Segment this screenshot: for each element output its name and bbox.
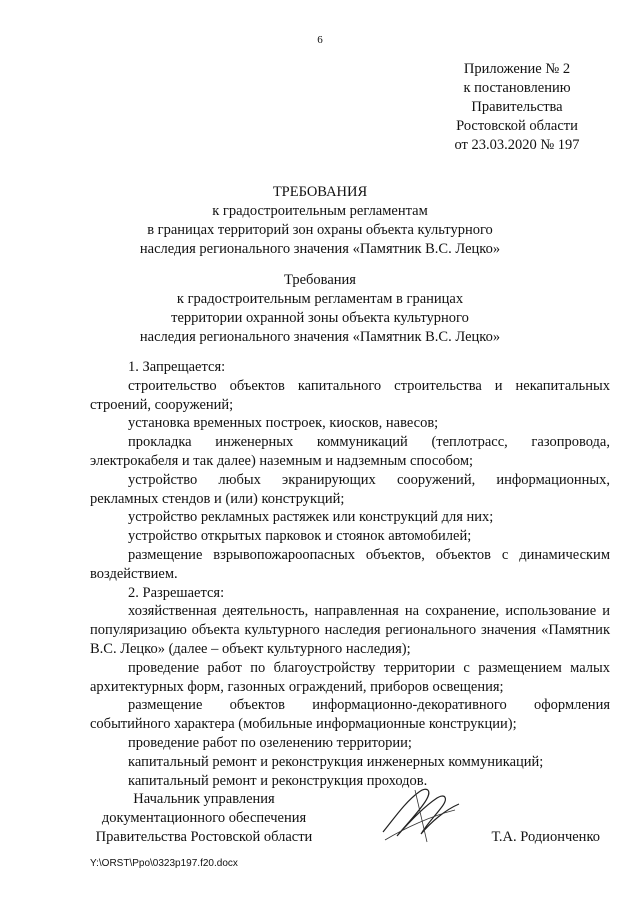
paragraph: размещение взрывопожароопасных объектов, объектов с динамическим воздействием.	[90, 546, 610, 582]
appendix-line: Приложение № 2	[463, 61, 571, 77]
appendix-line: от 23.03.2020 № 197	[454, 137, 580, 153]
title-line: наследия регионального значения «Памятник В.С. Лецко»	[139, 241, 501, 257]
appendix-line: Правительства	[471, 99, 563, 115]
paragraph: строительство объектов капитального строительства и некапитальных строений, сооружений;	[90, 377, 610, 413]
document-body	[90, 358, 610, 790]
title-line: наследия регионального значения «Памятник В.С. Лецко»	[139, 329, 501, 345]
paragraph: 1. Запрещается:	[128, 359, 226, 375]
paragraph: проведение работ по благоустройству территории с размещением малых архитектурных форм, газонных ограждений, приборов освещения;	[90, 659, 610, 695]
handwritten-signature	[375, 780, 465, 850]
paragraph: прокладка инженерных коммуникаций (теплотрасс, газопровода, электрокабеля и так далее) наземным и надземным способом;	[90, 434, 610, 469]
paragraph: устройство открытых парковок и стоянок автомобилей;	[128, 528, 472, 545]
paragraph: хозяйственная деятельность, направленная на сохранение, использование и популяризацию объекта культурного наследия регионального значения «Памятник В.С. Лецко» (далее – объект культурного наследия);	[90, 603, 610, 657]
section-title	[60, 271, 580, 347]
appendix-line: Ростовской области	[456, 118, 578, 134]
signatory-name: Т.А. Родионченко	[491, 829, 600, 845]
paragraph: 2. Разрешается:	[128, 584, 225, 601]
document-title	[60, 183, 580, 259]
paragraph: капитальный ремонт и реконструкция инженерных коммуникаций;	[128, 753, 544, 770]
signatory-title	[90, 790, 318, 847]
signature-block	[90, 790, 610, 850]
paragraph: проведение работ по озеленению территории;	[128, 734, 412, 751]
signatory-title-line: Правительства Ростовской области	[95, 829, 313, 845]
appendix-line: к постановлению	[463, 80, 571, 96]
page-number: 6	[317, 34, 323, 46]
title-line: территории охранной зоны объекта культурного	[171, 310, 469, 326]
paragraph: капитальный ремонт и реконструкция проходов.	[128, 772, 428, 789]
title-line: ТРЕБОВАНИЯ	[272, 184, 368, 200]
title-line: в границах территорий зон охраны объекта культурного	[147, 222, 493, 238]
paragraph: устройство любых экранирующих сооружений, информационных, рекламных стендов и (или) конструкций;	[90, 471, 610, 507]
title-line: Требования	[284, 272, 356, 288]
title-line: к градостроительным регламентам	[212, 203, 428, 219]
signatory-title-line: Начальник управления	[133, 791, 275, 807]
appendix-header	[432, 60, 602, 155]
signatory-title-line: документационного обеспечения	[101, 810, 307, 826]
title-line: к градостроительным регламентам в границах	[176, 291, 464, 307]
paragraph: размещение объектов информационно-декоративного оформления событийного характера (мобильные информационные конструкции);	[90, 697, 610, 733]
paragraph: установка временных построек, киосков, навесов;	[128, 415, 439, 432]
paragraph: устройство рекламных растяжек или конструкций для них;	[128, 509, 494, 526]
file-path-footer: Y:\ORST\Ppo\0323p197.f20.docx	[90, 858, 238, 869]
